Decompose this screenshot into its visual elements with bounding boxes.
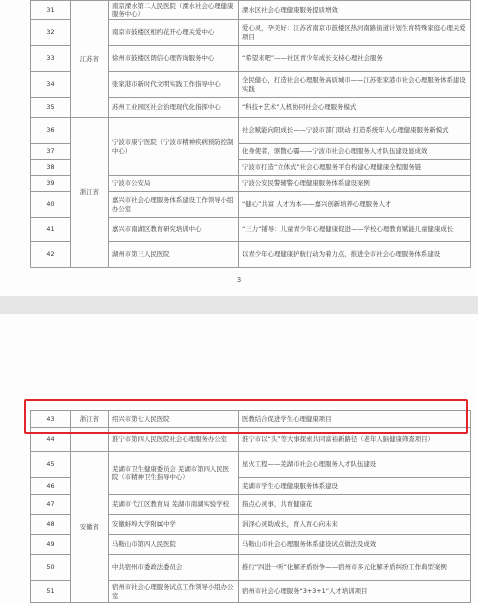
row-number: 43 bbox=[31, 411, 71, 428]
organization-cell: 苏州工业园区社会治理现代化指挥中心 bbox=[109, 98, 239, 118]
organization-cell: 安徽蚌埠大学附属中学 bbox=[109, 515, 239, 535]
row-number: 35 bbox=[31, 98, 71, 118]
organization-cell: 嘉兴市社会心理服务体系建设工作领导小组办公室 bbox=[109, 192, 239, 218]
row-number: 33 bbox=[31, 46, 71, 72]
project-cell: 宿州市社会心理服务“3+3+1”人才培训项目 bbox=[239, 581, 471, 603]
organization-cell: 芜湖市弋江区教育局 芜湖市南湖实验学校 bbox=[109, 495, 239, 515]
row-number: 46 bbox=[31, 478, 71, 495]
row-number: 45 bbox=[31, 452, 71, 478]
table-row bbox=[31, 1, 471, 20]
province-cell: 江苏省 bbox=[71, 1, 109, 118]
organization-cell: 南京市鼓楼区相约花开心理关爱中心 bbox=[109, 20, 239, 46]
project-cell: “健心”共富 人才为本——嘉兴创新培养心理服务人才 bbox=[239, 192, 471, 218]
organization-cell: 张家港市新时代文明实践工作指导中心 bbox=[109, 72, 239, 98]
document-page-2 bbox=[0, 314, 478, 604]
project-cell: 社会赋能向阳成长——宁波市部门联动 打造系统年人心理健康服务新模式 bbox=[239, 118, 471, 144]
project-cell: 爱心灵，孕美好：江苏省南京市鼓楼区热河南路街道计划生育特殊家庭心理关爱项目 bbox=[239, 20, 471, 46]
row-number: 38 bbox=[31, 160, 71, 176]
project-cell: 宁波市打造“立体式”社会心理服务平台构建心理健康全程服务链 bbox=[239, 160, 471, 176]
organization-cell: 嘉兴市南湖区教育研究培训中心 bbox=[109, 218, 239, 242]
row-number: 42 bbox=[31, 242, 71, 268]
row-number: 31 bbox=[31, 1, 71, 20]
organization-cell: 徐州市鼓楼区朗信心理咨询服务中心 bbox=[109, 46, 239, 72]
project-cell: 全民健心，打造社会心理服务高质城市——江苏张家港市社会心理服务体系建设实践 bbox=[239, 72, 471, 98]
project-cell: 以青少年心理健康护航行动为着力点，推进全市社会心理服务体系建设 bbox=[239, 242, 471, 268]
province-cell: 安徽省 bbox=[71, 452, 109, 603]
row-number: 37 bbox=[31, 144, 71, 160]
project-cell: 涓泽心灵助成长，育人育心向未来 bbox=[239, 515, 471, 535]
row-number: 39 bbox=[31, 176, 71, 192]
row-number: 49 bbox=[31, 535, 71, 555]
project-cell: 宁波公安民警辅警心理健康服务体系建设案例 bbox=[239, 176, 471, 192]
organization-cell: 宁波市康宁医院（宁波市精神疾病预防控制中心） bbox=[109, 118, 239, 176]
organization-cell: 绍兴市第七人民医院 bbox=[109, 411, 239, 428]
organization-cell: 宁波市公安局 bbox=[109, 176, 239, 192]
document-page-1 bbox=[0, 0, 478, 296]
row-number: 47 bbox=[31, 495, 71, 515]
province-cell: 浙江省 bbox=[71, 118, 109, 268]
row-number: 44 bbox=[31, 428, 71, 452]
highlight-box bbox=[24, 399, 468, 434]
table-row bbox=[31, 118, 471, 144]
project-cell: 指点心灵事，共育健康花 bbox=[239, 495, 471, 515]
organization-cell: 马鞍山市第四人民医院 bbox=[109, 535, 239, 555]
project-cell: “希望来吧”——社区青少年成长支持心理社会服务 bbox=[239, 46, 471, 72]
row-number: 48 bbox=[31, 515, 71, 535]
project-cell: 马鞍山市社会心理服务体系建设试点做法及成效 bbox=[239, 535, 471, 555]
row-number: 32 bbox=[31, 20, 71, 46]
row-number: 41 bbox=[31, 218, 71, 242]
organization-cell: 南京溧水第二人民医院（溧水社会心理健康服务中心） bbox=[109, 1, 239, 20]
project-cell: 淮宁市以“头”等大事探索共同富裕新路径（老年人脑健康筛查项目） bbox=[239, 428, 471, 452]
page-number: 3 bbox=[236, 276, 242, 284]
province-cell: 浙江省 bbox=[71, 411, 109, 428]
cases-table-page-1 bbox=[30, 0, 471, 268]
organization-cell: 湖州市第三人民医院 bbox=[109, 242, 239, 268]
project-cell: 芜湖市学生心理健康服务体系建设 bbox=[239, 478, 471, 495]
project-cell: 星火工程——芜湖市社会心理服务人才队伍建设 bbox=[239, 452, 471, 478]
organization-cell: 芜湖市卫生健康委员会 芜湖市第四人民医院（市精神卫生指导中心） bbox=[109, 452, 239, 495]
project-cell: 医教结合促进学生心理健康项目 bbox=[239, 411, 471, 428]
organization-cell: 淮宁市第四人民医院社会心理服务办公室 bbox=[109, 428, 239, 452]
project-cell: 溧水区社会心理健康服务提质增效 bbox=[239, 1, 471, 20]
organization-cell: 中共宿州市委政法委员会 bbox=[109, 555, 239, 581]
row-number: 51 bbox=[31, 581, 71, 603]
project-cell: “三力”铺导：儿童青少年心理健康促进——学校心理教育赋能儿童健康成长 bbox=[239, 218, 471, 242]
project-cell: “科技+艺术”人机协同社会心理服务模式 bbox=[239, 98, 471, 118]
row-number: 34 bbox=[31, 72, 71, 98]
project-cell: 化身使者，驱散心霾——宁波市社会心理服务人才队伍建设显成效 bbox=[239, 144, 471, 160]
project-cell: 推行“四进一听”化解矛盾纷争——宿州市多元化解矛盾纠纷工作典型案例 bbox=[239, 555, 471, 581]
cases-table-page-2 bbox=[30, 410, 471, 603]
table-row bbox=[31, 452, 471, 478]
organization-cell: 宿州市社会心理服务试点工作领导小组办公室 bbox=[109, 581, 239, 603]
row-number: 40 bbox=[31, 192, 71, 218]
row-number: 50 bbox=[31, 555, 71, 581]
row-number: 36 bbox=[31, 118, 71, 144]
